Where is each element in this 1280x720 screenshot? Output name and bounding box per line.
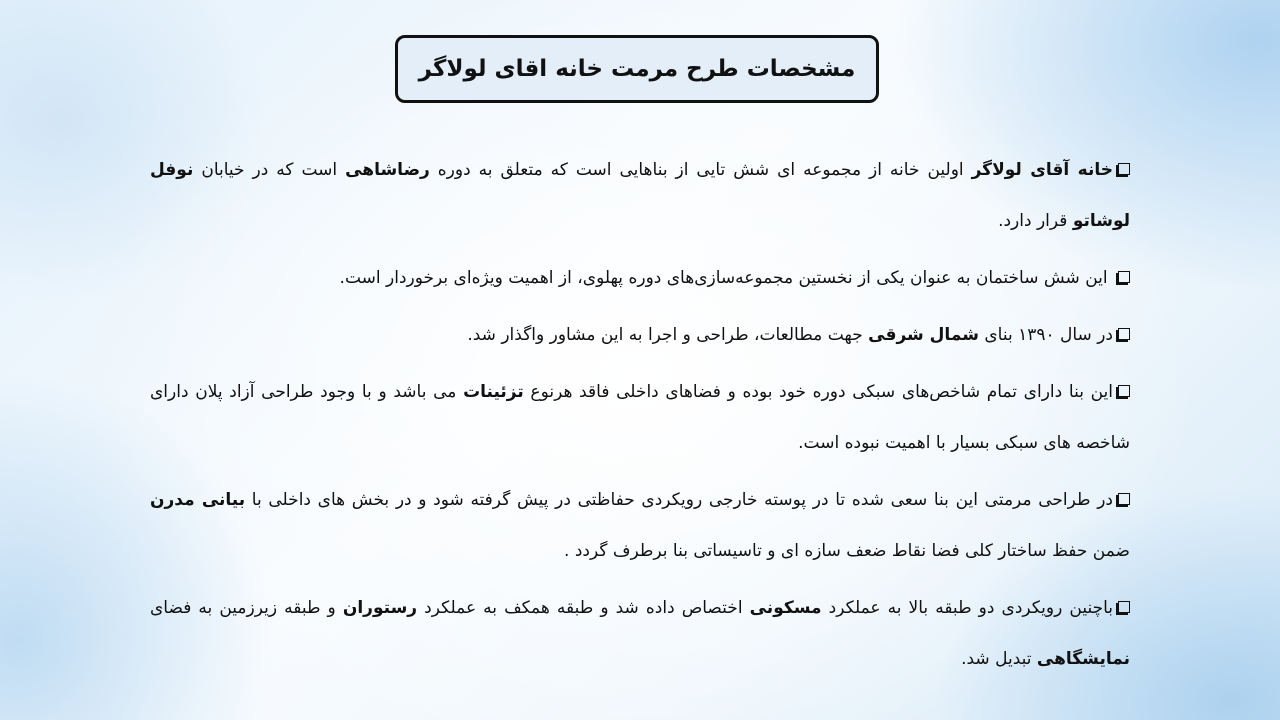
emphasis-text: شمال شرقی xyxy=(868,325,979,345)
paragraph-text: این شش ساختمان به عنوان یکی از نخستین مجموعه‌سازی‌های دوره پهلوی، از اهمیت ویژه‌ای برخوردار است. xyxy=(339,268,1113,288)
bullet-paragraph xyxy=(150,145,1130,247)
checkbox-icon xyxy=(1118,385,1130,397)
bullet-paragraph xyxy=(150,583,1130,685)
paragraph-text: قرار دارد. xyxy=(998,211,1073,231)
emphasis-text: نوفل لوشاتو xyxy=(150,160,1130,231)
paragraph-text: می باشد و با وجود طراحی آزاد پلان دارای شاخصه های سبکی بسیار با اهمیت نبوده است. xyxy=(150,382,1130,453)
emphasis-text: تزئینات xyxy=(463,382,524,402)
checkbox-icon xyxy=(1118,163,1130,175)
paragraph-text: اختصاص داده شد و طبقه همکف به عملکرد xyxy=(417,598,750,618)
bullet-paragraph xyxy=(150,475,1130,577)
checkbox-icon xyxy=(1118,493,1130,505)
slide-title: مشخصات طرح مرمت خانه اقای لولاگر xyxy=(418,56,856,82)
bullet-paragraph xyxy=(150,253,1130,304)
title-box xyxy=(395,35,879,103)
paragraph-text: باچنین رویکردی دو طبقه بالا به عملکرد xyxy=(821,598,1113,618)
checkbox-icon xyxy=(1118,328,1130,340)
emphasis-text: خانه آقای لولاگر xyxy=(971,160,1113,180)
paragraph-text: و طبقه زیرزمین به فضای xyxy=(150,598,343,618)
paragraph-text: تبدیل شد. xyxy=(961,649,1037,669)
paragraph-text: این بنا دارای تمام شاخص‌های سبکی دوره خود بوده و فضاهای داخلی فاقد هرنوع xyxy=(523,382,1113,402)
bullet-paragraph xyxy=(150,367,1130,469)
bullet-list xyxy=(150,145,1130,691)
emphasis-text: نمایشگاهی xyxy=(1036,649,1130,669)
bullet-paragraph xyxy=(150,310,1130,361)
emphasis-text: رضاشاهی xyxy=(345,160,430,180)
paragraph-text: ضمن حفظ ساختار کلی فضا نقاط ضعف سازه ای و تاسیساتی بنا برطرف گردد . xyxy=(564,541,1130,561)
emphasis-text: رستوران xyxy=(342,598,418,618)
emphasis-text: مسکونی xyxy=(749,598,822,618)
paragraph-text: در طراحی مرمتی این بنا سعی شده تا در پوسته خارجی رویکردی حفاظتی در پیش گرفته شود و در بخش های داخلی با xyxy=(245,490,1113,510)
emphasis-text: بیانی مدرن xyxy=(150,490,246,510)
checkbox-icon xyxy=(1118,271,1130,283)
paragraph-text: در سال ۱۳۹۰ بنای xyxy=(978,325,1113,345)
paragraph-text: است که در خیابان xyxy=(193,160,346,180)
checkbox-icon xyxy=(1118,601,1130,613)
paragraph-text: اولین خانه از مجموعه ای شش تایی از بناهایی است که متعلق به دوره xyxy=(429,160,972,180)
paragraph-text: جهت مطالعات، طراحی و اجرا به این مشاور واگذار شد. xyxy=(467,325,869,345)
